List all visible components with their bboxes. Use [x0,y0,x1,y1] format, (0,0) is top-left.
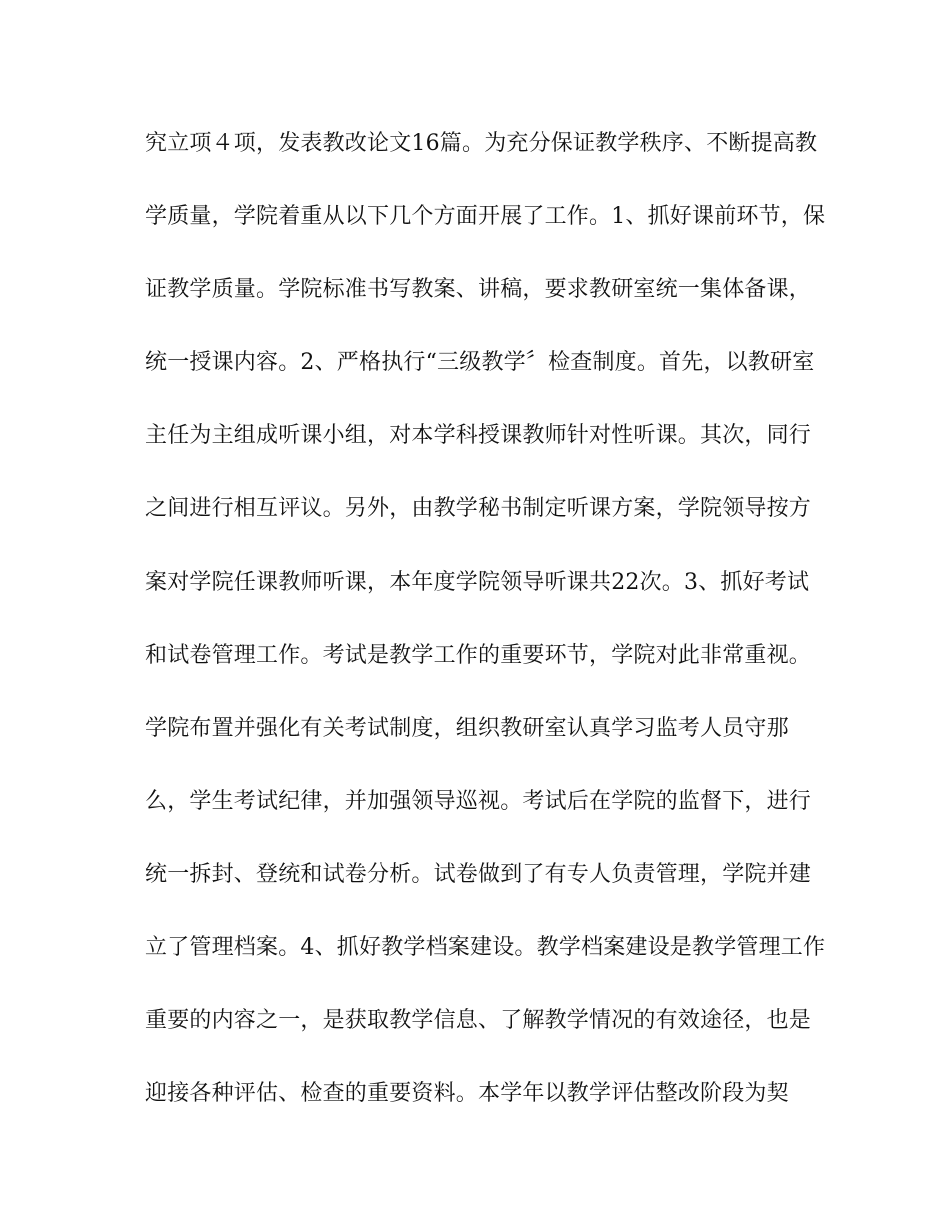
text-line-6: 之间进行相互评议。另外，由教学秘书制定听课方案，学院领导按方 [145,496,812,522]
text-line-14: 迎接各种评估、检查的重要资料。本学年以教学评估整改阶段为契 [145,1081,789,1107]
text-line-12: 立了管理档案。4、抓好教学档案建设。教学档案建设是教学管理工作 [145,935,826,961]
text-line-13: 重要的内容之一，是获取教学信息、了解教学情况的有效途径，也是 [145,1008,812,1034]
text-line-1: 究立项４项，发表教改论文16篇。为充分保证教学秩序、不断提高教 [145,131,818,156]
text-line-4: 统一授课内容。2、严格执行“三级教学〞检查制度。首先，以教研室 [145,350,815,376]
text-line-5: 主任为主组成听课小组，对本学科授课教师针对性听课。其次，同行 [145,423,812,449]
text-line-8: 和试卷管理工作。考试是教学工作的重要环节，学院对此非常重视。 [145,642,812,668]
text-line-2: 学质量，学院着重从以下几个方面开展了工作。1、抓好课前环节，保 [145,204,826,230]
text-line-11: 统一拆封、登统和试卷分析。试卷做到了有专人负责管理，学院并建 [145,861,812,887]
body-text [145,124,825,1147]
text-line-3: 证教学质量。学院标准书写教案、讲稿，要求教研室统一集体备课， [145,277,812,303]
text-line-7: 案对学院任课教师听课，本年度学院领导听课共22次。3、抓好考试 [145,569,810,595]
text-line-10: 么，学生考试纪律，并加强领导巡视。考试后在学院的监督下，进行 [145,788,812,814]
text-line-9: 学院布置并强化有关考试制度，组织教研室认真学习监考人员守那 [145,715,789,741]
